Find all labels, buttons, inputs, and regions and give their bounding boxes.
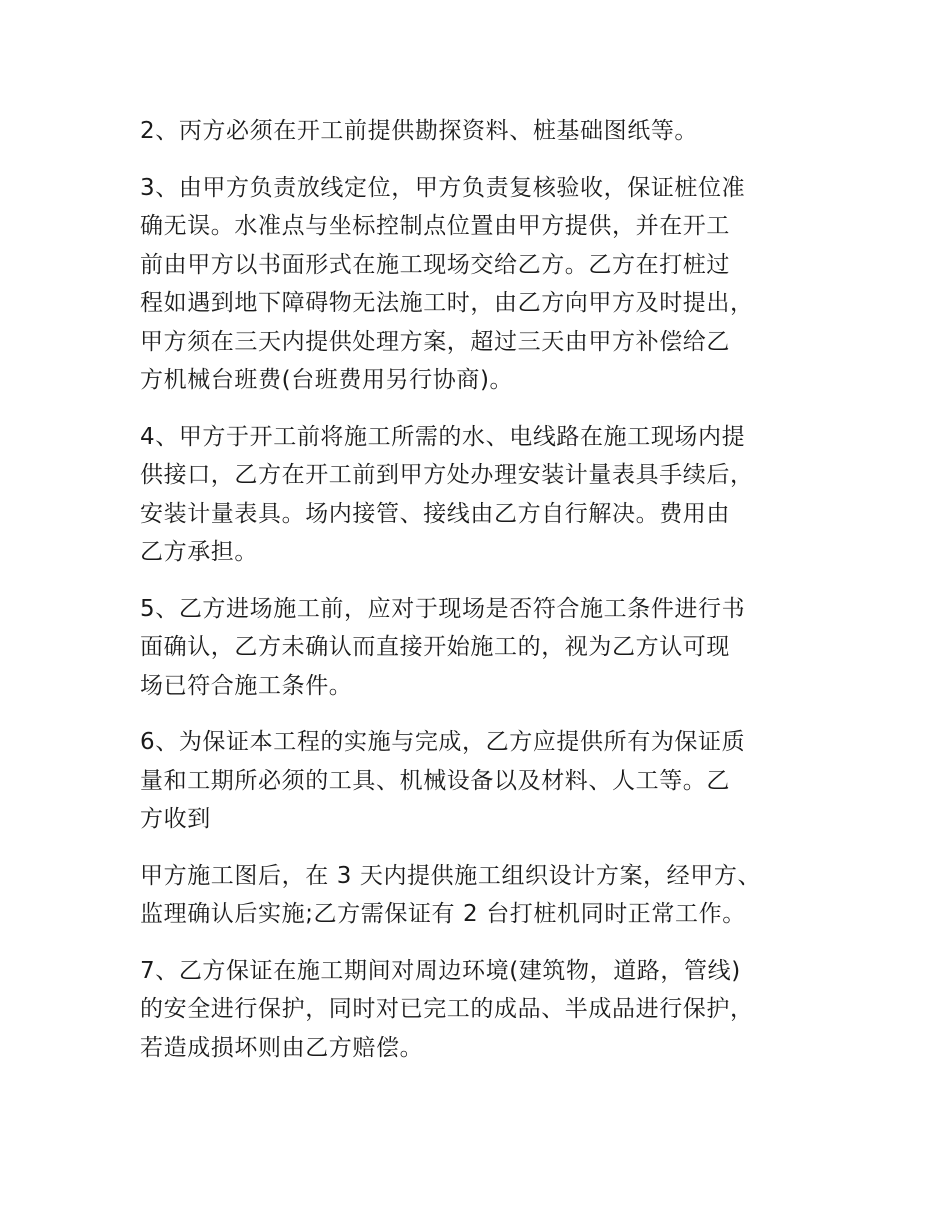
text-line: 甲方施工图后，在 3 天内提供施工组织设计方案，经甲方、 — [140, 862, 762, 889]
text-line: 6、为保证本工程的实施与完成，乙方应提供所有为保证质 — [140, 729, 746, 755]
text-line: 程如遇到地下障碍物无法施工时，由乙方向甲方及时提出， — [140, 290, 754, 316]
paragraph-clause-2 — [140, 112, 820, 151]
text-line: 若造成损坏则由乙方赔偿。 — [140, 1034, 424, 1061]
paragraph-clause-6 — [140, 723, 820, 839]
text-line: 7、乙方保证在施工期间对周边环境(建筑物，道路，管线) — [140, 957, 741, 984]
text-line: 供接口，乙方在开工前到甲方处办理安装计量表具手续后， — [140, 462, 754, 488]
text-line: 的安全进行保护，同时对已完工的成品、半成品进行保护， — [140, 996, 754, 1022]
paragraph-clause-6-continued — [140, 857, 820, 934]
text-line: 前由甲方以书面形式在施工现场交给乙方。乙方在打桩过 — [140, 251, 730, 278]
paragraph-clause-5 — [140, 590, 820, 706]
text-line: 4、甲方于开工前将施工所需的水、电线路在施工现场内提 — [140, 423, 746, 450]
text-line: 3、由甲方负责放线定位，甲方负责复核验收，保证桩位准 — [140, 174, 746, 201]
text-line: 方机械台班费(台班费用另行协商)。 — [140, 367, 514, 393]
document-body — [140, 112, 820, 1085]
text-line: 场已符合施工条件。 — [140, 672, 353, 699]
text-line: 乙方承担。 — [140, 539, 258, 565]
text-line: 量和工期所必须的工具、机械设备以及材料、人工等。乙 — [140, 767, 730, 794]
text-line: 安装计量表具。场内接管、接线由乙方自行解决。费用由 — [140, 500, 730, 527]
text-line: 2、丙方必须在开工前提供勘探资料、桩基础图纸等。 — [140, 118, 699, 144]
paragraph-clause-3 — [140, 169, 820, 400]
paragraph-clause-4 — [140, 418, 820, 572]
text-line: 面确认，乙方未确认而直接开始施工的，视为乙方认可现 — [140, 634, 730, 660]
text-line: 确无误。水准点与坐标控制点位置由甲方提供，并在开工 — [140, 213, 730, 239]
text-line: 5、乙方进场施工前，应对于现场是否符合施工条件进行书 — [140, 595, 746, 622]
text-line: 方收到 — [140, 806, 211, 832]
text-line: 甲方须在三天内提供处理方案，超过三天由甲方补偿给乙 — [140, 328, 730, 355]
paragraph-clause-7 — [140, 952, 820, 1068]
text-line: 监理确认后实施;乙方需保证有 2 台打桩机同时正常工作。 — [140, 901, 746, 927]
